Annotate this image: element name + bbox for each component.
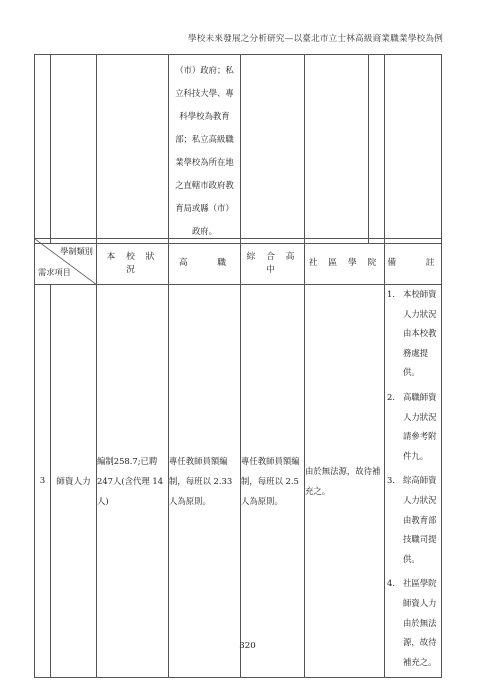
column-header-notes: 備 註 [385,239,442,285]
table-cell [51,55,97,244]
note-item: 1. 本校師資人力狀況由本校教務處提供。 [387,289,437,378]
note-item: 4. 社區學院師資人力由於無法源，故待補充之。 [387,578,437,667]
row-item: 師資人力 [51,285,97,678]
cell-vocational: 專任教師員額編制，每班以 2.33 人為原則。 [169,285,241,678]
cell-comprehensive: 專任教師員額編制，每班以 2.5 人為原則。 [241,285,305,678]
diagonal-bottom-label: 需求項目 [38,267,71,277]
table-cell [97,55,169,244]
cell-notes [385,285,442,678]
table-header-row [35,239,442,285]
table-row [35,55,442,244]
column-header-current: 本 校 狀 況 [97,239,169,285]
note-item: 3. 綜高師資人力狀況由教育部技職司提供。 [387,475,437,564]
table-cell [369,55,385,244]
note-item: 2. 高職師資人力狀況請參考附件九。 [387,391,437,461]
column-header-community: 社 區 學 院 [305,239,385,285]
column-header-comprehensive: 綜 合 高 中 [241,239,305,285]
table-row [35,285,442,678]
table-cell [305,55,369,244]
running-header: 學校未來發展之分析研究—以臺北市立士林高級商業職業學校為例 [187,34,443,44]
table-cell [35,55,51,244]
continued-table [34,54,442,244]
table-cell [385,55,442,244]
table-cell [241,55,305,244]
teacher-resource-table [34,238,442,678]
notes-list [385,285,441,672]
cell-community: 由於無法源，故待補充之。 [305,285,385,678]
cell-current-status: 編制258.7;已聘247人(含代理 14 人) [97,285,169,678]
diagonal-top-label: 學制類別 [60,246,93,256]
row-number: 3 [35,285,51,678]
page-number: 320 [239,641,256,651]
table-cell: （市）政府；私立科技大學、專科學校為教育部；私立高級職業學校為所在地之直轄市政府教育局或縣（市）政府。 [169,55,241,244]
diagonal-header-cell [35,239,97,285]
column-header-vocational: 高 職 [169,239,241,285]
